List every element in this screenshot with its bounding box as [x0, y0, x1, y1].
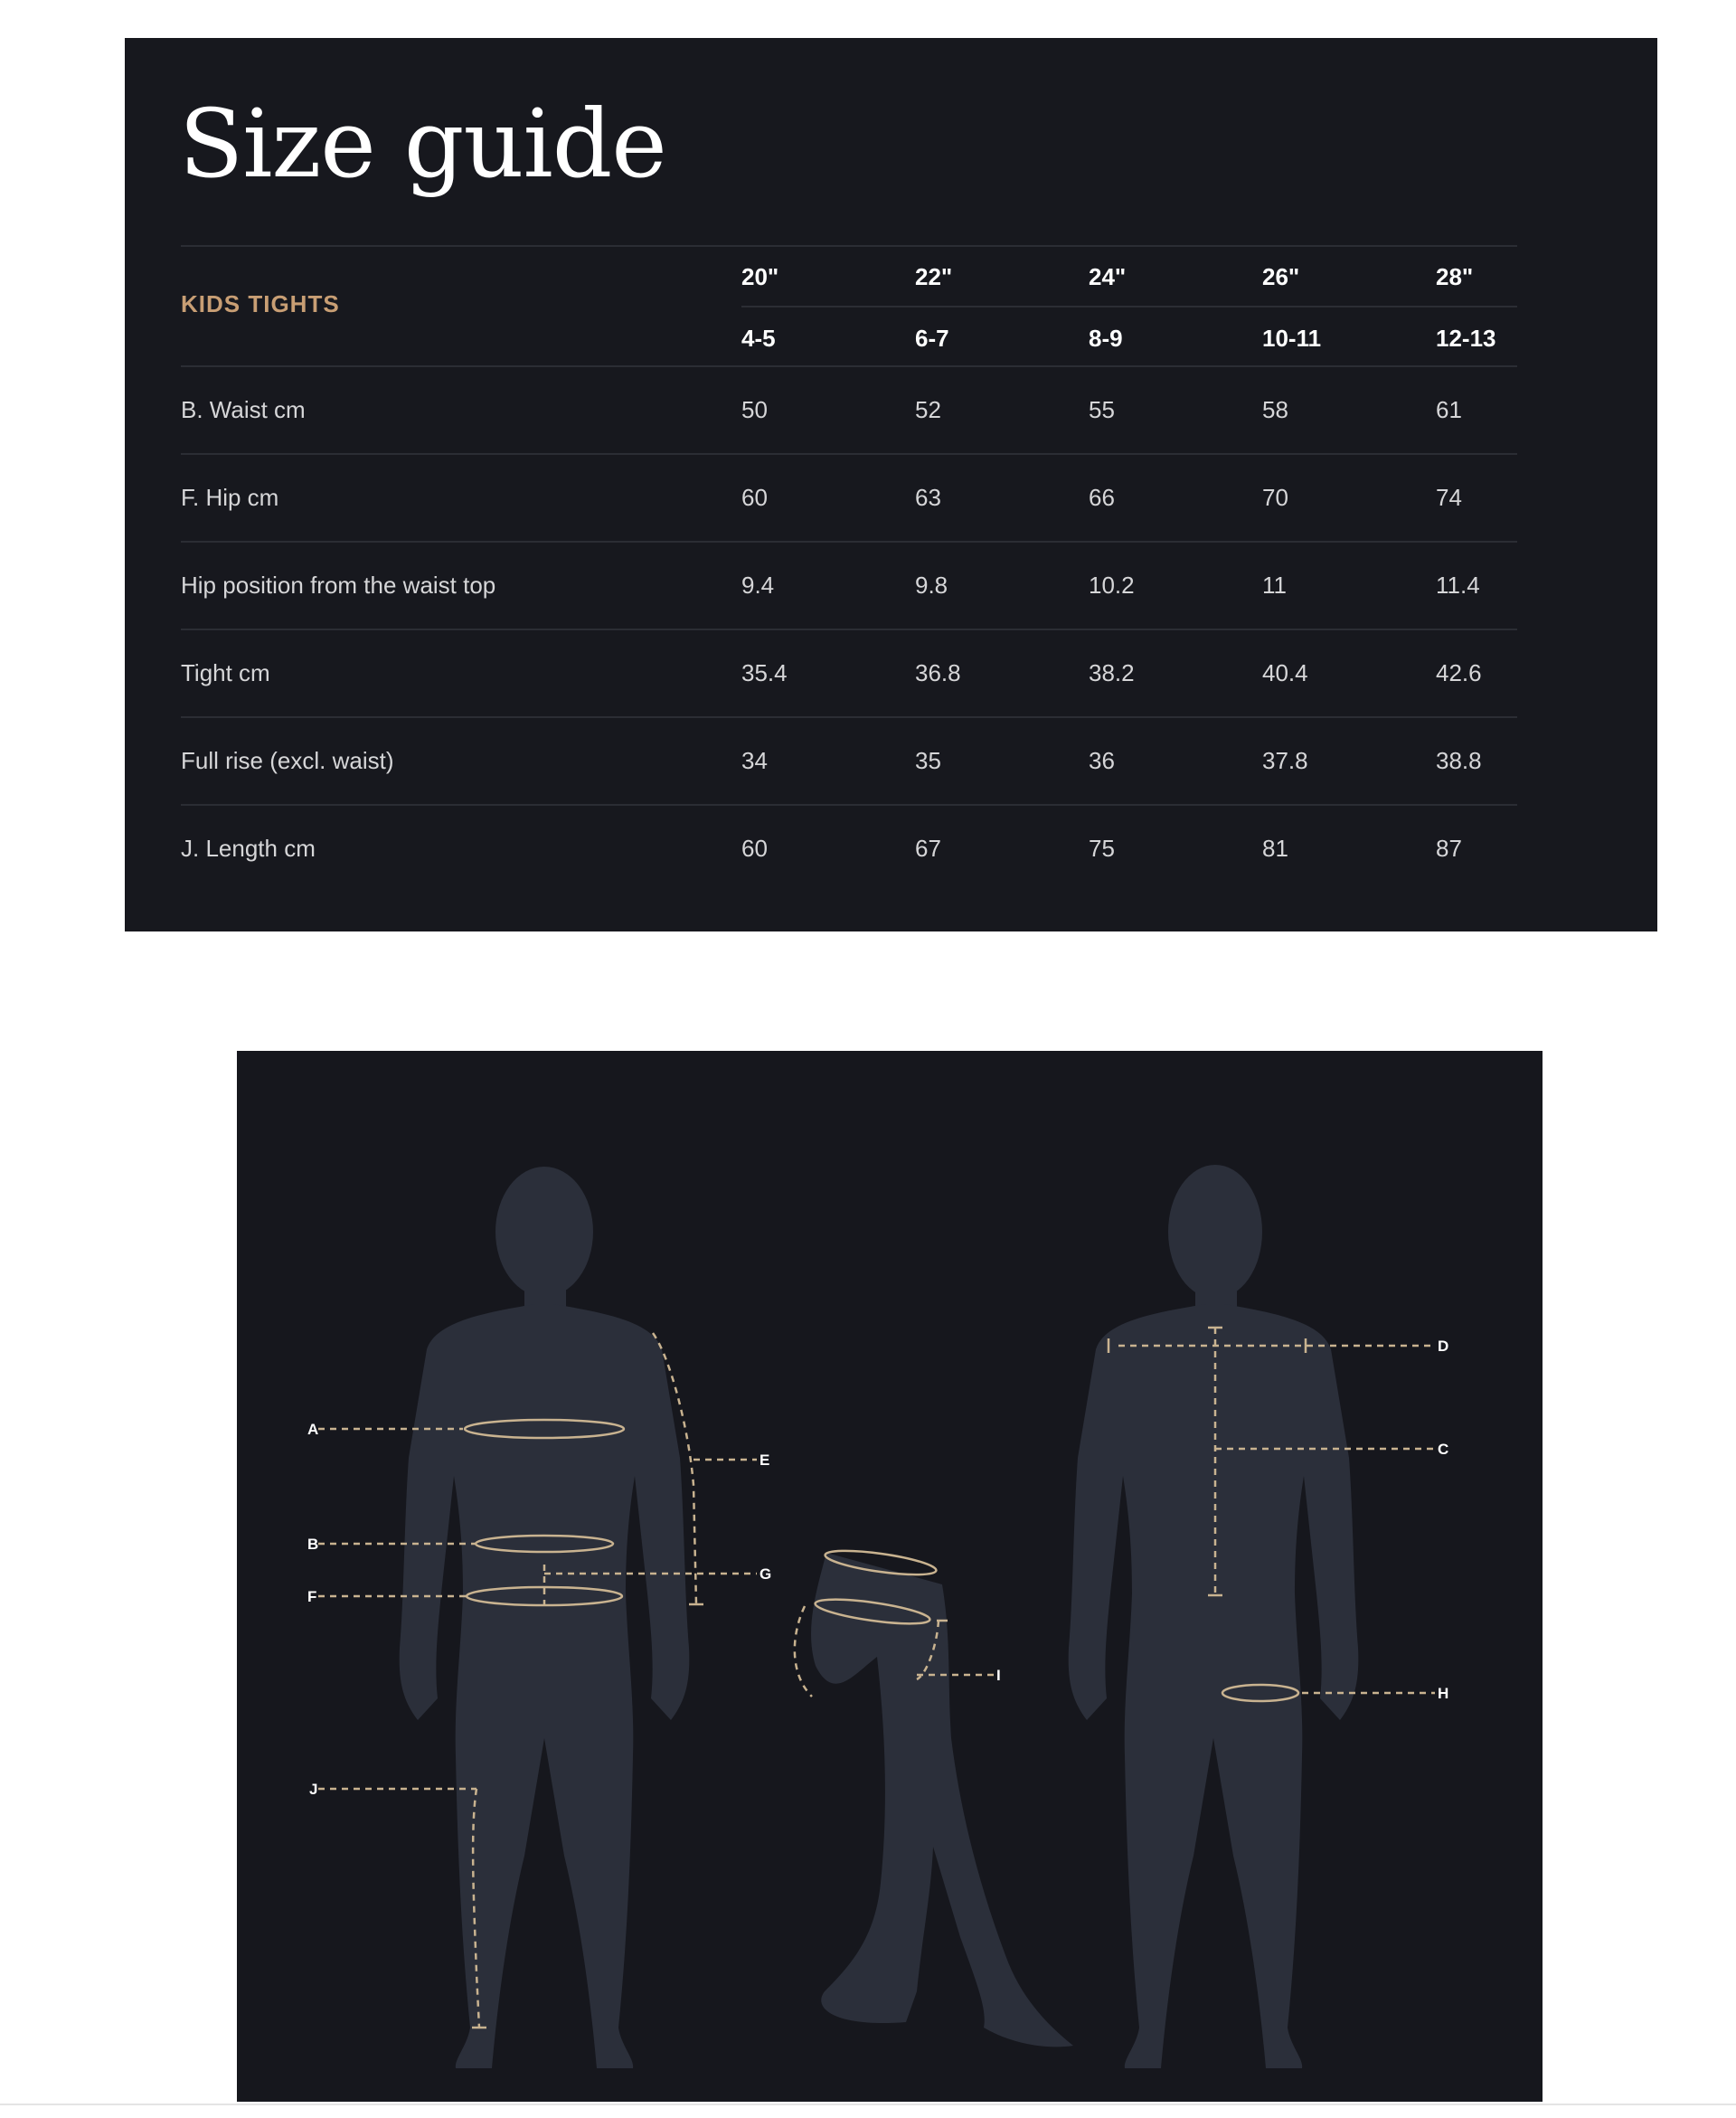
- leg-side-silhouette: [811, 1553, 1073, 2047]
- column-length: 26": [1262, 263, 1300, 290]
- column-header: [1436, 247, 1517, 369]
- marker-j: J: [309, 1781, 318, 1798]
- table-header: [181, 245, 1517, 367]
- table-cell: 63: [915, 484, 941, 511]
- table-cell: 36.8: [915, 659, 961, 686]
- column-header: [1262, 247, 1436, 369]
- column-age: 12-13: [1436, 325, 1496, 352]
- table-cell: 10.2: [1089, 572, 1135, 599]
- table-cell: 38.8: [1436, 747, 1482, 774]
- table-cell: 52: [915, 396, 941, 423]
- marker-e: E: [760, 1451, 770, 1469]
- table-cell: 36: [1089, 747, 1115, 774]
- marker-i: I: [996, 1667, 1001, 1684]
- column-age: 6-7: [915, 325, 949, 352]
- table-cell: 75: [1089, 835, 1115, 862]
- marker-d: D: [1438, 1338, 1449, 1355]
- table-cell: 61: [1436, 396, 1462, 423]
- back-body-silhouette: [1069, 1165, 1359, 2068]
- column-length: 24": [1089, 263, 1127, 290]
- table-cell: 11.4: [1436, 572, 1480, 599]
- table-row: [181, 630, 1517, 718]
- size-table: [181, 245, 1517, 894]
- table-cell: 55: [1089, 396, 1115, 423]
- table-cell: 9.8: [915, 572, 948, 599]
- marker-b: B: [307, 1536, 319, 1553]
- table-cell: 66: [1089, 484, 1115, 511]
- table-row: [181, 455, 1517, 543]
- marker-g: G: [760, 1565, 772, 1583]
- table-cell: 35: [915, 747, 941, 774]
- category-label: KIDS TIGHTS: [181, 290, 340, 317]
- measurement-diagram: [237, 1051, 1543, 2102]
- table-row: [181, 367, 1517, 455]
- table-cell: 40.4: [1262, 659, 1308, 686]
- row-label: F. Hip cm: [181, 484, 279, 511]
- table-cell: 34: [741, 747, 768, 774]
- column-age: 10-11: [1262, 325, 1322, 352]
- row-label: Tight cm: [181, 659, 270, 686]
- table-row: [181, 718, 1517, 806]
- table-cell: 60: [741, 484, 768, 511]
- size-guide-panel: [125, 38, 1657, 931]
- marker-f: F: [307, 1588, 317, 1605]
- column-length: 20": [741, 263, 779, 290]
- table-cell: 9.4: [741, 572, 775, 599]
- row-label: J. Length cm: [181, 835, 316, 862]
- column-header: [915, 247, 1089, 369]
- table-cell: 87: [1436, 835, 1462, 862]
- row-label: Full rise (excl. waist): [181, 747, 394, 774]
- table-row: [181, 806, 1517, 894]
- table-cell: 60: [741, 835, 768, 862]
- table-cell: 81: [1262, 835, 1288, 862]
- table-cell: 58: [1262, 396, 1288, 423]
- table-cell: 74: [1436, 484, 1462, 511]
- table-cell: 37.8: [1262, 747, 1308, 774]
- column-age: 4-5: [741, 325, 776, 352]
- table-cell: 67: [915, 835, 941, 862]
- table-row: [181, 543, 1517, 630]
- table-cell: 42.6: [1436, 659, 1482, 686]
- table-cell: 50: [741, 396, 768, 423]
- marker-c: C: [1438, 1441, 1449, 1458]
- table-cell: 38.2: [1089, 659, 1135, 686]
- column-length: 22": [915, 263, 953, 290]
- column-header: [741, 247, 915, 369]
- table-cell: 70: [1262, 484, 1288, 511]
- row-label: Hip position from the waist top: [181, 572, 496, 599]
- row-label: B. Waist cm: [181, 396, 306, 423]
- table-cell: 35.4: [741, 659, 788, 686]
- marker-h: H: [1438, 1685, 1449, 1702]
- column-length: 28": [1436, 263, 1474, 290]
- column-header: [1089, 247, 1262, 369]
- front-body-silhouette: [400, 1167, 690, 2068]
- column-age: 8-9: [1089, 325, 1123, 352]
- marker-a: A: [307, 1421, 319, 1438]
- page-title: Size guide: [179, 89, 666, 199]
- page-divider: [0, 2104, 1736, 2105]
- table-cell: 11: [1262, 572, 1287, 599]
